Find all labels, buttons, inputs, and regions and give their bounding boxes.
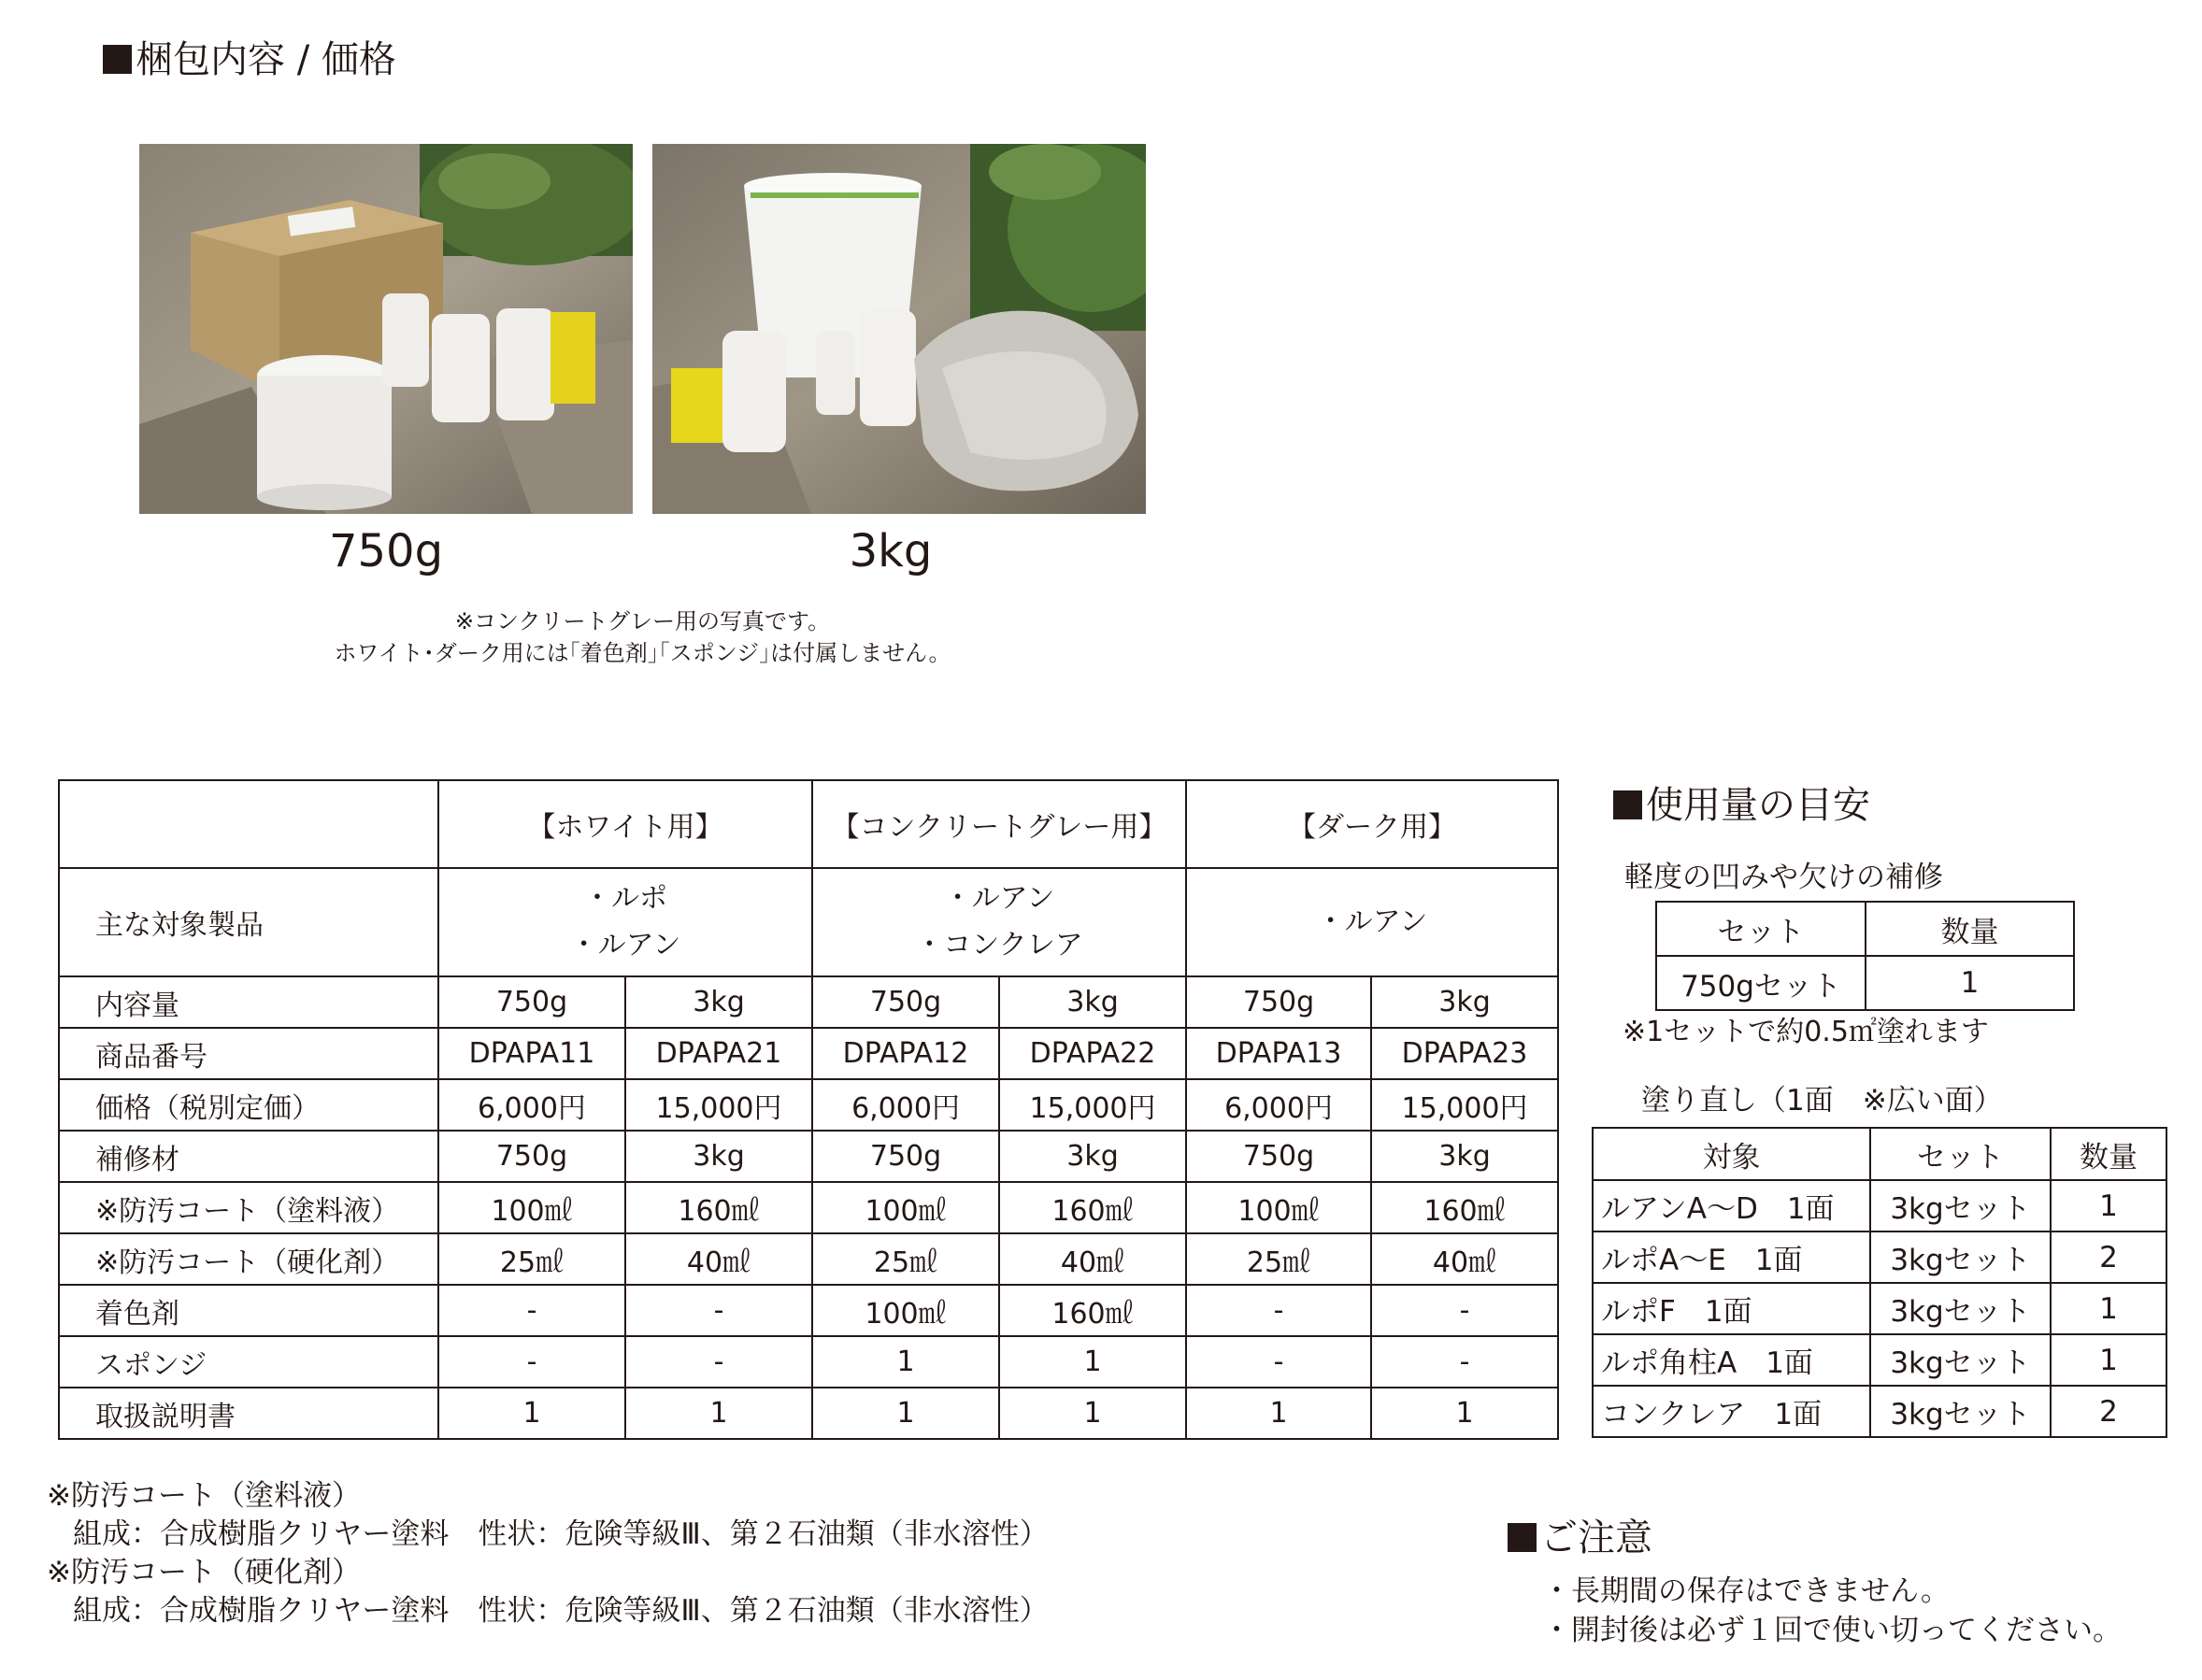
table-cell: -: [438, 1336, 625, 1388]
table-cell: DPAPA21: [625, 1028, 812, 1079]
table-cell: 750g: [812, 1131, 999, 1182]
caution-item: ・長期間の保存はできません。: [1542, 1574, 1950, 1608]
table-cell: 1: [2051, 1180, 2166, 1232]
table-cell: 40㎖: [999, 1233, 1186, 1285]
table-cell: 160㎖: [1371, 1182, 1558, 1233]
table-cell: 750g: [1186, 1131, 1371, 1182]
table-cell: 15,000円: [625, 1079, 812, 1131]
column-header: 数量: [1866, 902, 2074, 956]
table-cell: 750gセット: [1656, 956, 1866, 1010]
table-row: [1593, 1283, 2166, 1334]
package-title: 梱包内容 / 価格: [103, 41, 396, 78]
table-cell: 3kgセット: [1870, 1232, 2051, 1283]
table-cell: 3kg: [999, 1131, 1186, 1182]
footnote-coat-liquid: ※防汚コート（塗料液）: [47, 1479, 361, 1513]
table-row: [1593, 1232, 2166, 1283]
table-cell: 1: [999, 1336, 1186, 1388]
column-header: 数量: [2051, 1128, 2166, 1180]
table-cell: -: [625, 1285, 812, 1336]
usage-repaint-table: [1592, 1127, 2167, 1438]
table-row: [1593, 1128, 2166, 1180]
table-cell: 2: [2051, 1386, 2166, 1437]
table-cell: DPAPA11: [438, 1028, 625, 1079]
table-cell: 40㎖: [625, 1233, 812, 1285]
table-row: [59, 1131, 1558, 1182]
row-label: 着色剤: [59, 1285, 438, 1336]
caution-item: ・開封後は必ず１回で使い切ってください。: [1542, 1614, 2122, 1647]
table-row: [59, 976, 1558, 1028]
table-cell: 100㎖: [1186, 1182, 1371, 1233]
table-corner-cell: [59, 780, 438, 868]
table-cell: 160㎖: [999, 1285, 1186, 1336]
square-bullet-icon: [1508, 1523, 1537, 1552]
row-label: 補修材: [59, 1131, 438, 1182]
photo-note: [140, 605, 1145, 669]
row-label: 内容量: [59, 976, 438, 1028]
table-cell: 2: [2051, 1232, 2166, 1283]
column-header: セット: [1656, 902, 1866, 956]
target-products-dark: ・ルアン: [1186, 868, 1558, 976]
row-label: 主な対象製品: [59, 868, 438, 976]
table-cell: DPAPA13: [1186, 1028, 1371, 1079]
usage-title: 使用量の目安: [1613, 787, 1870, 824]
table-row: [59, 1285, 1558, 1336]
table-cell: 3kgセット: [1870, 1334, 2051, 1386]
footnote-coat-hardener: ※防汚コート（硬化剤）: [47, 1556, 361, 1589]
table-cell: DPAPA12: [812, 1028, 999, 1079]
group-header-concrete-gray: 【コンクリートグレー用】: [812, 780, 1186, 868]
table-cell: 750g: [438, 1131, 625, 1182]
table-cell: コンクレア 1面: [1593, 1386, 1870, 1437]
row-label: ※防汚コート（硬化剤）: [59, 1233, 438, 1285]
photo-note-line: ホワイト･ダーク用には｢着色剤｣｢スポンジ｣は付属しません。: [334, 640, 951, 666]
table-cell: 1: [625, 1388, 812, 1439]
row-label: 価格（税別定価）: [59, 1079, 438, 1131]
table-cell: 100㎖: [812, 1182, 999, 1233]
table-cell: 1: [812, 1388, 999, 1439]
table-cell: 3kgセット: [1870, 1180, 2051, 1232]
table-cell: DPAPA22: [999, 1028, 1186, 1079]
footnote-coat-liquid-detail: 組成：合成樹脂クリヤー塗料 性状：危険等級Ⅲ、第２石油類（非水溶性）: [73, 1517, 1049, 1551]
table-cell: 1: [812, 1336, 999, 1388]
product-photo-750g: [139, 144, 633, 514]
square-bullet-icon: [103, 45, 132, 74]
table-cell: -: [1186, 1285, 1371, 1336]
table-cell: 3kgセット: [1870, 1386, 2051, 1437]
table-cell: ルポ角柱A 1面: [1593, 1334, 1870, 1386]
table-cell: 1: [2051, 1334, 2166, 1386]
table-cell: 1: [2051, 1283, 2166, 1334]
table-cell: 15,000円: [1371, 1079, 1558, 1131]
table-cell: -: [438, 1285, 625, 1336]
group-header-dark: 【ダーク用】: [1186, 780, 1558, 868]
table-row: [1656, 902, 2074, 956]
table-cell: 40㎖: [1371, 1233, 1558, 1285]
table-row: [59, 780, 1558, 868]
table-row: [1593, 1334, 2166, 1386]
table-cell: 1: [438, 1388, 625, 1439]
usage-light-title: 軽度の凹みや欠けの補修: [1624, 861, 1943, 894]
table-cell: 1: [1186, 1388, 1371, 1439]
target-products-concrete-gray: ・ルアン ・コンクレア: [812, 868, 1186, 976]
row-label: スポンジ: [59, 1336, 438, 1388]
photo-caption-3kg: 3kg: [849, 525, 933, 577]
table-cell: 750g: [1186, 976, 1371, 1028]
table-cell: -: [1371, 1336, 1558, 1388]
table-cell: 6,000円: [438, 1079, 625, 1131]
usage-light-note: ※1セットで約0.5㎡塗れます: [1623, 1016, 1989, 1048]
table-row: [1656, 956, 2074, 1010]
table-cell: ルポA～E 1面: [1593, 1232, 1870, 1283]
table-cell: 25㎖: [812, 1233, 999, 1285]
table-row: [59, 1336, 1558, 1388]
table-row: [59, 1388, 1558, 1439]
table-cell: 3kg: [625, 976, 812, 1028]
row-label: ※防汚コート（塗料液）: [59, 1182, 438, 1233]
row-label: 商品番号: [59, 1028, 438, 1079]
table-cell: 100㎖: [438, 1182, 625, 1233]
target-products-white: ・ルポ ・ルアン: [438, 868, 812, 976]
table-row: [59, 1079, 1558, 1131]
table-cell: 6,000円: [812, 1079, 999, 1131]
table-cell: 160㎖: [625, 1182, 812, 1233]
table-cell: 15,000円: [999, 1079, 1186, 1131]
table-cell: 750g: [812, 976, 999, 1028]
usage-light-table: [1655, 901, 2075, 1011]
table-cell: 25㎖: [1186, 1233, 1371, 1285]
usage-repaint-title: 塗り直し（1面 ※広い面）: [1641, 1084, 2003, 1118]
table-cell: 1: [1371, 1388, 1558, 1439]
table-cell: 6,000円: [1186, 1079, 1371, 1131]
table-cell: 750g: [438, 976, 625, 1028]
caution-title: ご注意: [1508, 1519, 1652, 1557]
table-row: [1593, 1180, 2166, 1232]
table-row: [59, 1233, 1558, 1285]
table-cell: 25㎖: [438, 1233, 625, 1285]
table-cell: 1: [1866, 956, 2074, 1010]
table-cell: ルアンA～D 1面: [1593, 1180, 1870, 1232]
table-cell: 3kg: [999, 976, 1186, 1028]
table-cell: 3kg: [625, 1131, 812, 1182]
table-cell: -: [1186, 1336, 1371, 1388]
table-row: [1593, 1386, 2166, 1437]
table-cell: 160㎖: [999, 1182, 1186, 1233]
table-row: [59, 1028, 1558, 1079]
table-cell: 3kg: [1371, 976, 1558, 1028]
product-photo-3kg: [652, 144, 1146, 514]
square-bullet-icon: [1613, 790, 1642, 819]
table-cell: -: [625, 1336, 812, 1388]
table-cell: DPAPA23: [1371, 1028, 1558, 1079]
photo-caption-750g: 750g: [328, 525, 444, 577]
table-cell: 3kgセット: [1870, 1283, 2051, 1334]
group-header-white: 【ホワイト用】: [438, 780, 812, 868]
column-header: セット: [1870, 1128, 2051, 1180]
table-cell: ルポF 1面: [1593, 1283, 1870, 1334]
table-cell: 3kg: [1371, 1131, 1558, 1182]
table-row: [59, 868, 1558, 976]
photo-note-line: ※コンクリートグレー用の写真です。: [454, 608, 831, 634]
footnote-coat-hardener-detail: 組成：合成樹脂クリヤー塗料 性状：危険等級Ⅲ、第２石油類（非水溶性）: [73, 1594, 1049, 1628]
price-table: [58, 779, 1559, 1440]
table-cell: -: [1371, 1285, 1558, 1336]
table-row: [59, 1182, 1558, 1233]
table-cell: 1: [999, 1388, 1186, 1439]
row-label: 取扱説明書: [59, 1388, 438, 1439]
table-cell: 100㎖: [812, 1285, 999, 1336]
column-header: 対象: [1593, 1128, 1870, 1180]
